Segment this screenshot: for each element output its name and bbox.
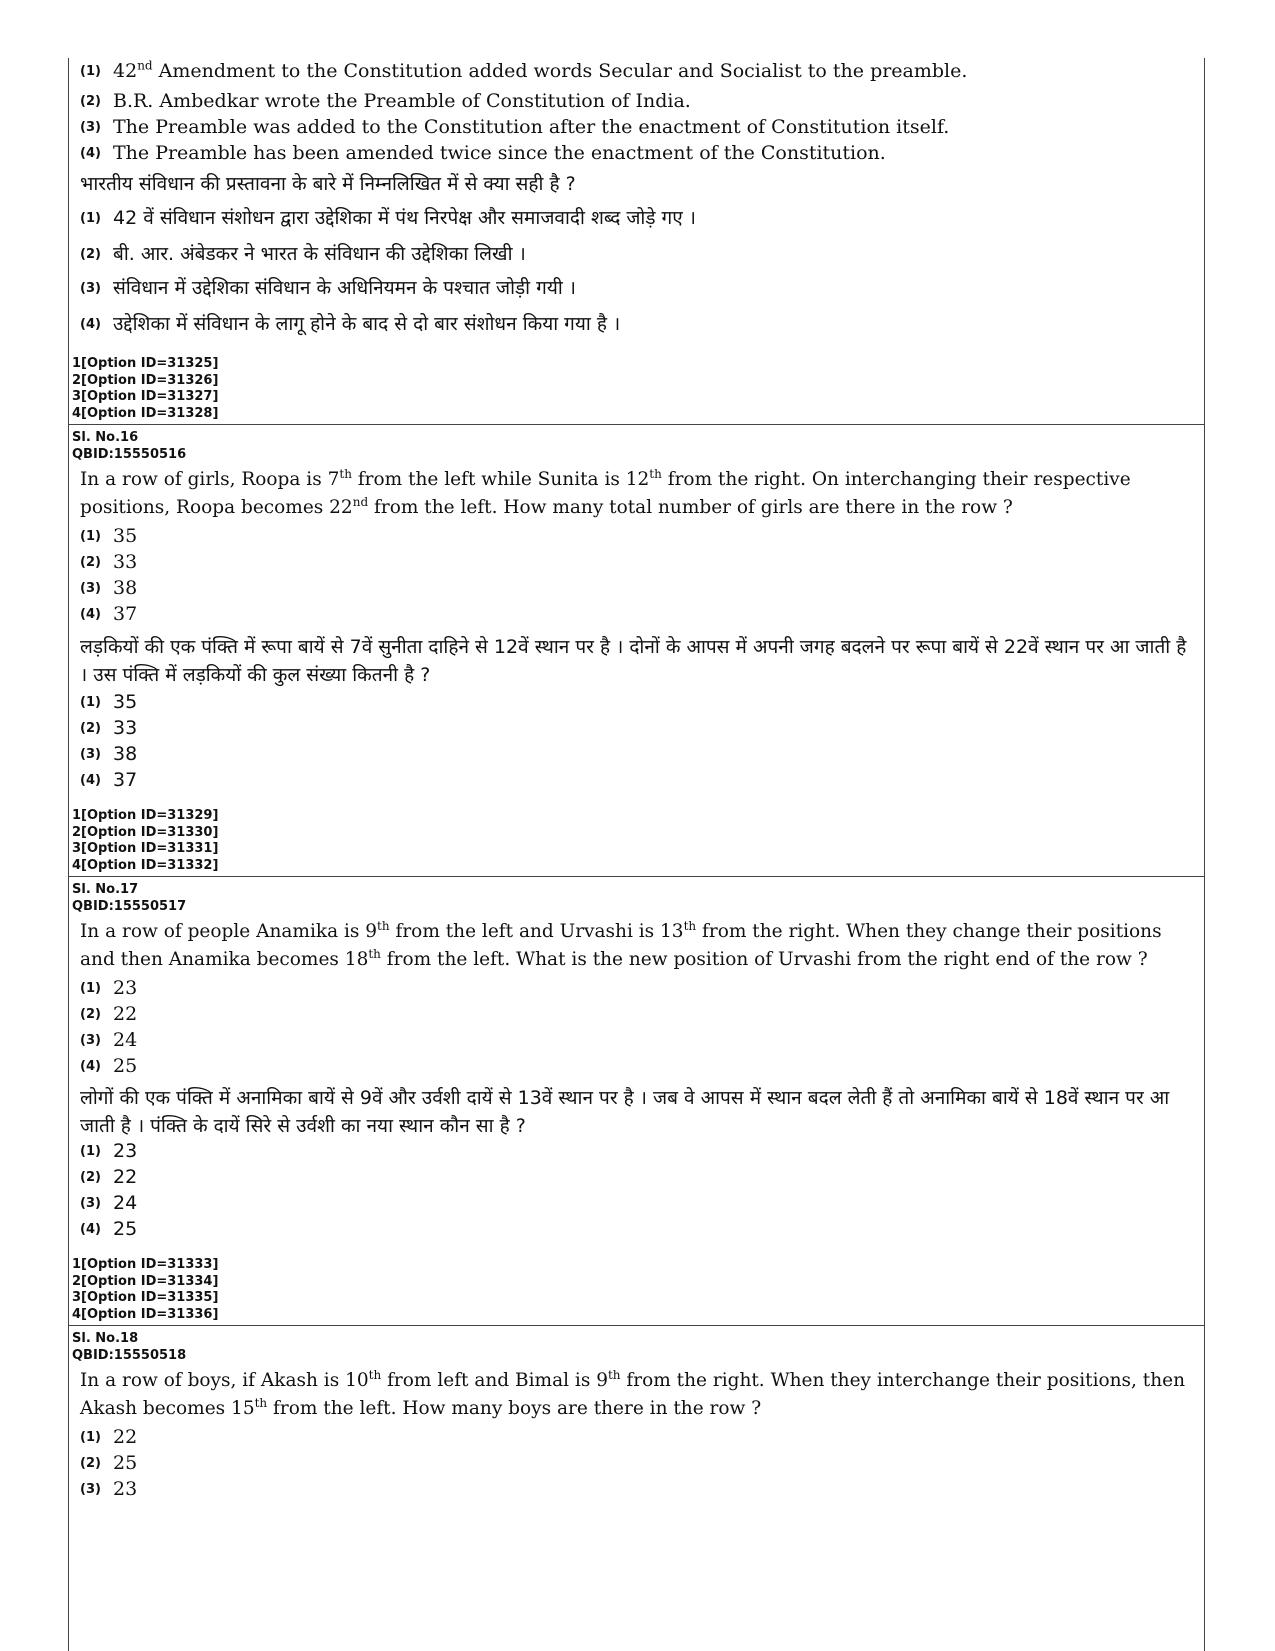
option-id: 3[Option ID=31331]	[72, 841, 219, 856]
option-number: (4)	[80, 607, 101, 622]
text: from the left. What is the new position of Urvashi from the right end of the row ?	[380, 949, 1148, 970]
option-number: (4)	[80, 317, 101, 332]
option-id: 2[Option ID=31334]	[72, 1273, 219, 1289]
option-text: 38	[113, 577, 138, 599]
option-text: 38	[113, 743, 138, 765]
qbid: QBID:15550517	[72, 898, 187, 914]
q16-option-ids	[72, 808, 218, 874]
text: In a row of girls, Roopa is 7	[80, 469, 340, 490]
option-number: (2)	[80, 1456, 101, 1471]
text: from left and Bimal is 9	[381, 1370, 608, 1391]
q17-hi-option-2	[80, 1166, 137, 1188]
option-text: 42 वें संविधान संशोधन द्वारा उद्देशिका में पंथ निरपेक्ष और समाजवादी शब्द जोड़े गए ।	[113, 207, 696, 229]
option-sup: nd	[137, 58, 153, 73]
text: from the left and Urvashi is 13	[389, 921, 684, 942]
option-number: (2)	[80, 721, 101, 736]
option-text: बी. आर. अंबेडकर ने भारत के संविधान की उद्देशिका लिखी ।	[113, 243, 526, 265]
qbid: QBID:15550518	[72, 1347, 187, 1363]
option-text: 35	[113, 525, 138, 547]
option-text: The Preamble has been amended twice since the enactment of the Constitution.	[113, 142, 886, 164]
option-text: 22	[113, 1426, 138, 1448]
option-text: 25	[113, 1218, 138, 1240]
q18-option-3	[80, 1478, 137, 1500]
option-number: (3)	[80, 120, 101, 135]
option-number: (1)	[80, 695, 101, 710]
q16-option-3	[80, 577, 137, 599]
q17-option-1	[80, 977, 137, 999]
option-text: 25	[113, 1452, 138, 1474]
q15-option-ids	[72, 356, 218, 422]
option-number: (3)	[80, 1033, 101, 1048]
option-text-rest: Amendment to the Constitution added words Secular and Socialist to the preamble.	[152, 60, 968, 82]
q15-hi-option-3	[80, 274, 576, 300]
option-text: 25	[113, 1055, 138, 1077]
option-number: (3)	[80, 1482, 101, 1497]
q17-hi-option-3	[80, 1192, 137, 1214]
option-number: (2)	[80, 247, 101, 262]
option-text: उद्देशिका में संविधान के लागू होने के बाद से दो बार संशोधन किया गया है ।	[113, 313, 621, 335]
q17-option-2	[80, 1003, 137, 1025]
option-text: B.R. Ambedkar wrote the Preamble of Constitution of India.	[113, 90, 691, 112]
q17-hi-option-1	[80, 1140, 137, 1162]
q17-header	[72, 882, 186, 915]
text: from the left while Sunita is 12	[351, 469, 650, 490]
option-number: (2)	[80, 1170, 101, 1185]
option-text: The Preamble was added to the Constitution after the enactment of Constitution itself.	[113, 116, 950, 138]
q17-hi-question: लोगों की एक पंक्ति में अनामिका बायें से 9वें और उर्वशी दायें से 13वें स्थान पर है । जब वे आपस में स्थान बदल लेती हैं तो अनामिका बायें से 18वें स्थान पर आ जाती है । पंक्ति के दायें सिरे से उर्वशी का नया स्थान कौन सा है ?	[80, 1087, 1170, 1137]
text: In a row of people Anamika is 9	[80, 921, 378, 942]
option-number: (3)	[80, 581, 101, 596]
option-number: (2)	[80, 555, 101, 570]
option-number: (1)	[80, 1430, 101, 1445]
option-number: (3)	[80, 747, 101, 762]
text: from the right. When they change their positions and then Anamika becomes 18	[80, 921, 1162, 970]
option-id: 2[Option ID=31330]	[72, 824, 219, 840]
option-number: (4)	[80, 773, 101, 788]
option-text: संविधान में उद्देशिका संविधान के अधिनियमन के पश्चात जोड़ी गयी ।	[113, 277, 577, 299]
q17-en-question	[80, 918, 1190, 974]
sup: th	[368, 1367, 382, 1382]
option-id: 2[Option ID=31326]	[72, 372, 219, 388]
sup: th	[683, 918, 697, 933]
q15-en-option-2	[80, 90, 691, 112]
q16-option-1	[80, 525, 137, 547]
q16-hi-option-4	[80, 769, 137, 791]
option-number: (1)	[80, 211, 101, 226]
sup: th	[377, 918, 390, 933]
option-id: 4[Option ID=31332]	[72, 857, 219, 873]
option-number: (4)	[80, 146, 101, 161]
option-text: 24	[113, 1029, 138, 1051]
option-text: 33	[113, 717, 138, 739]
option-text: 23	[113, 1140, 138, 1162]
q18-option-1	[80, 1426, 137, 1448]
text: In a row of boys, if Akash is 10	[80, 1370, 369, 1391]
q18-en-question	[80, 1367, 1190, 1423]
serial-number: Sl. No.17	[72, 882, 139, 897]
q16-hi-option-1	[80, 691, 137, 713]
question-divider	[68, 1325, 1205, 1326]
q15-en-option-1	[80, 60, 967, 82]
option-id: 1[Option ID=31329]	[72, 808, 219, 823]
option-text: 42	[113, 60, 138, 82]
q15-hi-question: भारतीय संविधान की प्रस्तावना के बारे में निम्नलिखित में से क्या सही है ?	[80, 173, 576, 195]
q15-en-option-4	[80, 142, 886, 164]
q16-hi-option-3	[80, 743, 137, 765]
option-text: 22	[113, 1166, 138, 1188]
q15-hi-option-2	[80, 240, 526, 266]
option-id: 3[Option ID=31327]	[72, 389, 219, 404]
text: from the left. How many total number of girls are there in the row ?	[368, 497, 1013, 518]
q15-hi-option-4	[80, 310, 620, 336]
q18-header	[72, 1331, 186, 1364]
option-number: (1)	[80, 529, 101, 544]
option-id: 4[Option ID=31336]	[72, 1306, 219, 1322]
option-text: 37	[113, 603, 138, 625]
option-text: 22	[113, 1003, 138, 1025]
option-number: (1)	[80, 981, 101, 996]
option-text: 35	[113, 691, 138, 713]
q16-option-4	[80, 603, 137, 625]
serial-number: Sl. No.16	[72, 430, 139, 445]
option-text: 24	[113, 1192, 138, 1214]
option-id: 4[Option ID=31328]	[72, 405, 219, 421]
qbid: QBID:15550516	[72, 446, 187, 462]
option-id: 3[Option ID=31335]	[72, 1290, 219, 1305]
option-number: (3)	[80, 281, 101, 296]
option-number: (1)	[80, 1144, 101, 1159]
sup: th	[649, 466, 662, 481]
question-divider	[68, 424, 1205, 425]
text: from the right. On interchanging their respective positions, Roopa becomes 22	[80, 469, 1131, 518]
option-number: (3)	[80, 1196, 101, 1211]
option-text: 33	[113, 551, 138, 573]
q15-en-option-3	[80, 116, 949, 138]
q17-option-4	[80, 1055, 137, 1077]
q17-option-3	[80, 1029, 137, 1051]
option-id: 1[Option ID=31333]	[72, 1257, 219, 1272]
q17-option-ids	[72, 1257, 218, 1323]
option-text: 23	[113, 977, 138, 999]
option-number: (2)	[80, 94, 101, 109]
option-number: (4)	[80, 1222, 101, 1237]
q18-option-2	[80, 1452, 137, 1474]
sup: th	[254, 1395, 268, 1410]
q15-hi-option-1	[80, 204, 696, 230]
sup: nd	[352, 494, 369, 509]
text: from the left. How many boys are there in the row ?	[267, 1398, 762, 1419]
serial-number: Sl. No.18	[72, 1331, 139, 1346]
q16-hi-question: लड़कियों की एक पंक्ति में रूपा बायें से 7वें सुनीता दाहिने से 12वें स्थान पर है । दोनों के आपस में अपनी जगह बदलने पर रूपा बायें से 22वें स्थान पर आ जाती है । उस पंक्ति में लड़कियों की कुल संख्या कितनी है ?	[80, 636, 1187, 686]
text: from the right. When they interchange their positions, then Akash becomes 15	[80, 1370, 1186, 1419]
option-number: (1)	[80, 64, 101, 79]
sup: th	[368, 946, 381, 961]
sup: th	[339, 466, 352, 481]
q16-en-question	[80, 466, 1190, 522]
option-text: 37	[113, 769, 138, 791]
sup: th	[607, 1367, 621, 1382]
q16-hi-option-2	[80, 717, 137, 739]
option-number: (2)	[80, 1007, 101, 1022]
option-number: (4)	[80, 1059, 101, 1074]
option-id: 1[Option ID=31325]	[72, 356, 219, 371]
option-text: 23	[113, 1478, 138, 1500]
q16-option-2	[80, 551, 137, 573]
q16-header	[72, 430, 186, 463]
q17-hi-option-4	[80, 1218, 137, 1240]
question-divider	[68, 876, 1205, 877]
